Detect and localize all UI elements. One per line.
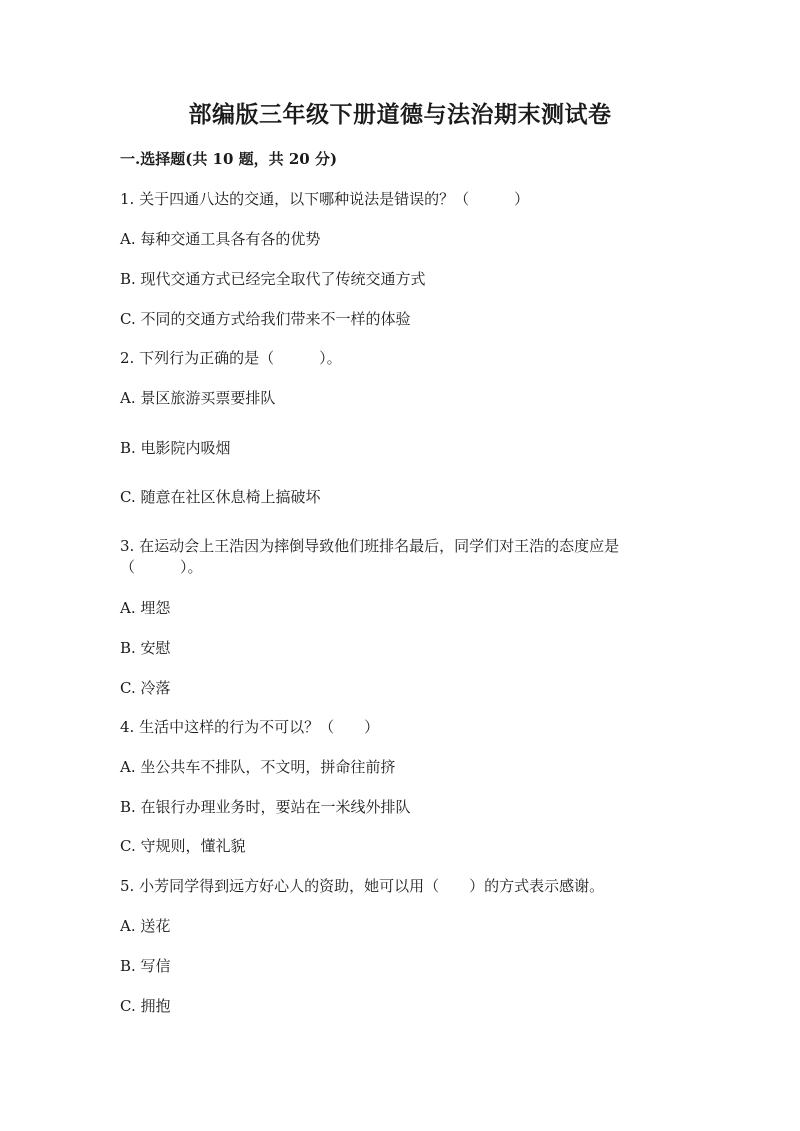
question-2-option-c: C. 随意在社区休息椅上搞破坏 — [120, 488, 321, 506]
question-1-option-b: B. 现代交通方式已经完全取代了传统交通方式 — [120, 270, 426, 288]
question-3-option-b: B. 安慰 — [120, 639, 171, 657]
question-3-option-a: A. 埋怨 — [120, 599, 171, 617]
question-4-option-a: A. 坐公共车不排队，不文明，拼命往前挤 — [120, 758, 396, 776]
question-3-stem: 3. 在运动会上王浩因为摔倒导致他们班排名最后，同学们对王浩的态度应是（ ）。 — [120, 537, 620, 576]
question-4-stem: 4. 生活中这样的行为不可以？（ ） — [120, 718, 380, 736]
question-4-option-b: B. 在银行办理业务时，要站在一米线外排队 — [120, 798, 411, 816]
question-5-option-c: C. 拥抱 — [120, 997, 171, 1015]
question-5-option-b: B. 写信 — [120, 957, 171, 975]
question-2-stem: 2. 下列行为正确的是（ ）。 — [120, 349, 342, 367]
question-1-option-a: A. 每种交通工具各有各的优势 — [120, 230, 321, 248]
question-2-option-a: A. 景区旅游买票要排队 — [120, 389, 276, 407]
question-5-stem: 5. 小芳同学得到远方好心人的资助，她可以用（ ）的方式表示感谢。 — [120, 877, 605, 895]
page-title: 部编版三年级下册道德与法治期末测试卷 — [188, 101, 612, 128]
question-3-option-c: C. 冷落 — [120, 679, 171, 697]
question-4-option-c: C. 守规则，懂礼貌 — [120, 837, 246, 855]
question-5-option-a: A. 送花 — [120, 917, 171, 935]
section-heading: 一.选择题(共 10 题，共 20 分) — [120, 150, 338, 168]
question-1-stem: 1. 关于四通八达的交通，以下哪种说法是错误的？（ ） — [120, 190, 530, 208]
question-2-option-b: B. 电影院内吸烟 — [120, 439, 231, 457]
question-1-option-c: C. 不同的交通方式给我们带来不一样的体验 — [120, 310, 411, 328]
